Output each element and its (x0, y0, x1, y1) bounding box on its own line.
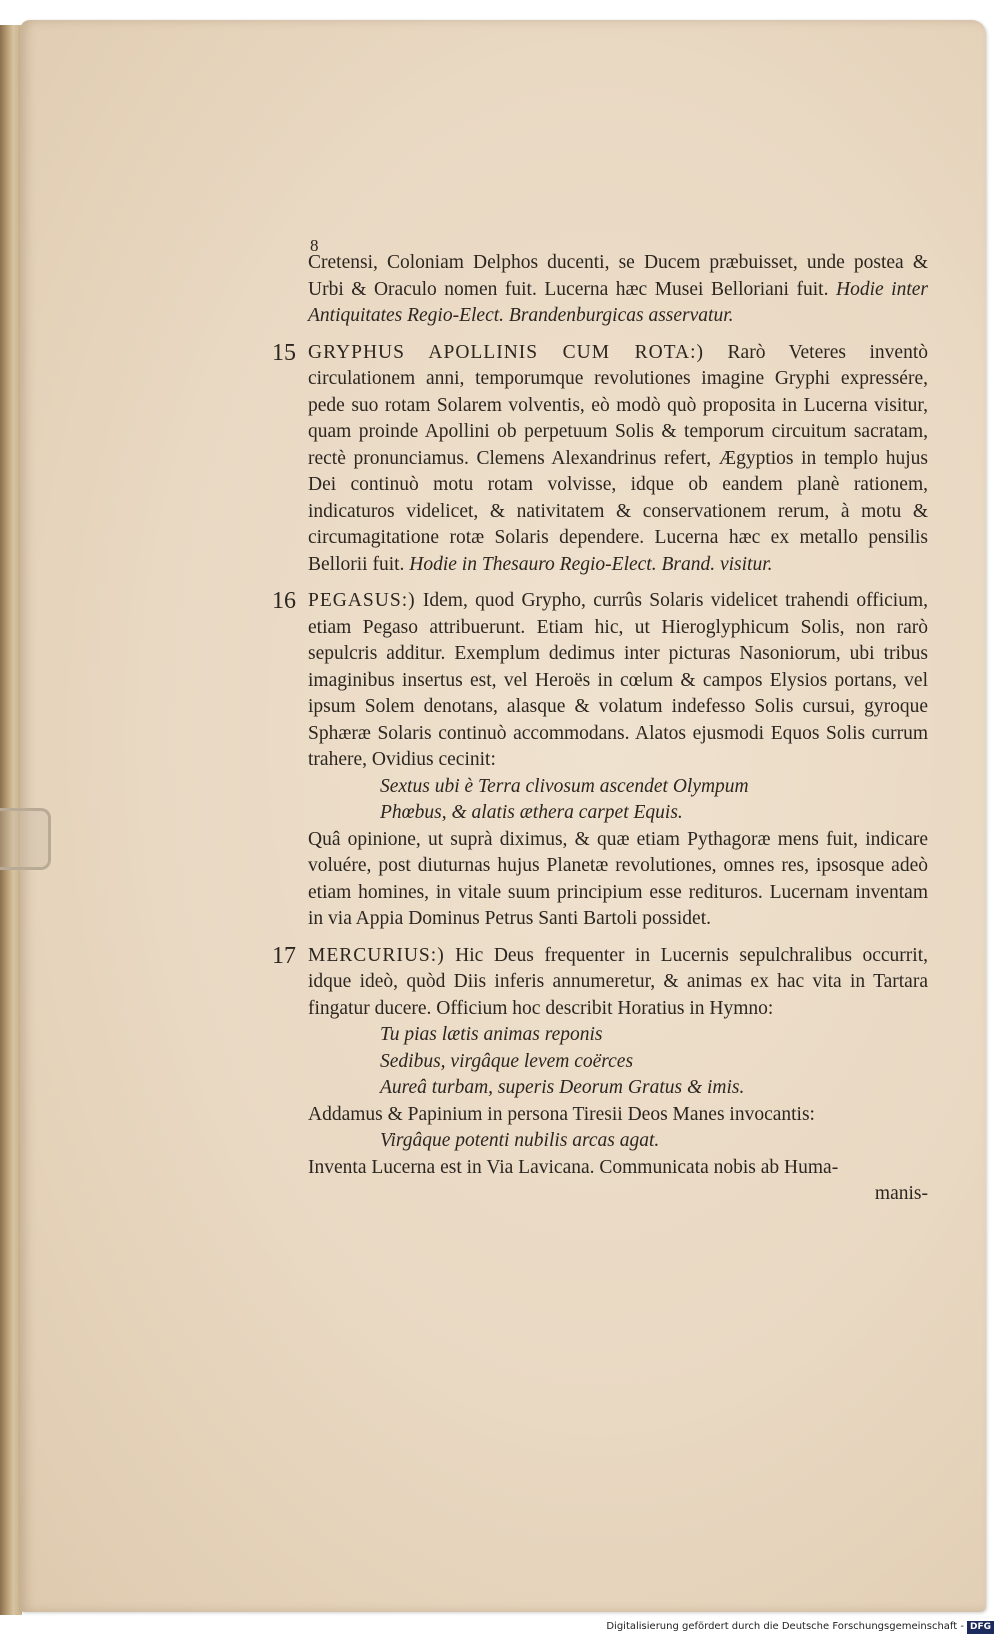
section-15: 15 GRYPHUS APOLLINIS CUM ROTA:) Rarò Veteres inventò circulationem anni, temporumque revolutiones imagine Gryphi expressére, pede suo rotam Solarem volventis, eò modò quò proposita in Lucerna visitur, quam proinde Apollini ob perpetuum Solis & temporum circuitum sacratam, rectè pronunciamus. Clemens Alexandrinus refert, Ægyptios in templo hujus Dei continuò motu rotam volvisse, idque ob eandem planè rationem, indicaturos videlicet, & nativitatem & conservationem rerum, à motu & circumagitatione rotæ Solaris dependere. Lucerna hæc ex metallo pensilis Bellorii fuit. Hodie in Thesauro Regio-Elect. Brand. visitur. (272, 339, 928, 575)
verse-line: Phœbus, & alatis æthera carpet Equis. (380, 802, 683, 823)
section-number: 16 (272, 588, 296, 614)
verse-line: Sedibus, virgâque levem coërces (380, 1050, 634, 1072)
page-number: 8 (310, 236, 319, 255)
verse-line: Virgâque potenti nubilis arcas agat. (380, 1130, 660, 1151)
verse-line: Sextus ubi è Terra clivosum ascendet Olympum (380, 775, 749, 797)
section-heading: MERCURIUS:) (308, 944, 445, 966)
section-number: 17 (272, 942, 296, 969)
footer-text: Digitalisierung gefördert durch die Deutsche Forschungsgemeinschaft - (606, 1621, 964, 1632)
section-heading: GRYPHUS APOLLINIS CUM ROTA:) (308, 341, 705, 363)
page-clip (0, 808, 51, 870)
page-text (272, 236, 928, 1218)
digitization-footer (0, 1618, 1000, 1635)
catchword: manis- (874, 1183, 928, 1204)
section-16: 16 PEGASUS:) Idem, quod Grypho, currûs Solaris videlicet trahendi officium, etiam Pegaso attribuerunt. Etiam hic, ut Hieroglyphicum Solis, non rarò sepulcris additur. Exemplum dedimus inter picturas Nasoniorum, ubi tribus imaginibus insertus est, vel Heroës in cœlum & campos Elysios portans, vel ipsum Solem denotans, alasque & volatum indefesso Solis cursui, gyroque Sphæræ Solaris continuò accommodans. Alatos ejusmodi Equos Solis currum trahere, Ovidius cecinit: Sextus ubi è Terra clivosum ascendet Olympum Phœbus, & alatis æthera carpet Equis. Quâ opinione, ut suprà diximus, & quæ etiam Pythagoræ mens fuit, indicare voluére, post diuturnas hujus Planetæ revolutiones, omnes res, ipsosque adeò etiam homines, in vitale suum principium esse redituros. Lucernam inventam in via Appia Dominus Petrus Santi Bartoli possidet. (272, 588, 928, 929)
section-number: 15 (272, 339, 296, 366)
section-17: 17 MERCURIUS:) Hic Deus frequenter in Lucernis sepulchralibus occurrit, idque ideò, quòd Diis inferis annumeretur, & animas ex hac vita in Tartara fingatur ducere. Officium hoc describit Horatius in Hymno: Tu pias lætis animas reponis Sedibus, virgâque levem coërces Aureâ turbam, superis Deorum Gratus & imis. Addamus & Papinium in persona Tiresii Deos Manes invocantis: Virgâque potenti nubilis arcas agat. Inventa Lucerna est in Via Lavicana. Communicata nobis ab Huma- manis- (308, 943, 928, 1208)
verse-line: Aureâ turbam, superis Deorum Gratus & imis. (380, 1077, 745, 1098)
paragraph-continuation: Cretensi, Coloniam Delphos ducenti, se Ducem præbuisset, unde postea & Urbi & Oraculo nomen fuit. Lucerna hæc Musei Belloriani fuit. Hodie inter Antiquitates Regio-Elect. Brandenburgicas asservatur. (308, 252, 928, 326)
dfg-logo: DFG (967, 1621, 994, 1634)
section-heading: PEGASUS:) (308, 590, 416, 611)
verse-line: Tu pias lætis animas reponis (380, 1024, 603, 1045)
